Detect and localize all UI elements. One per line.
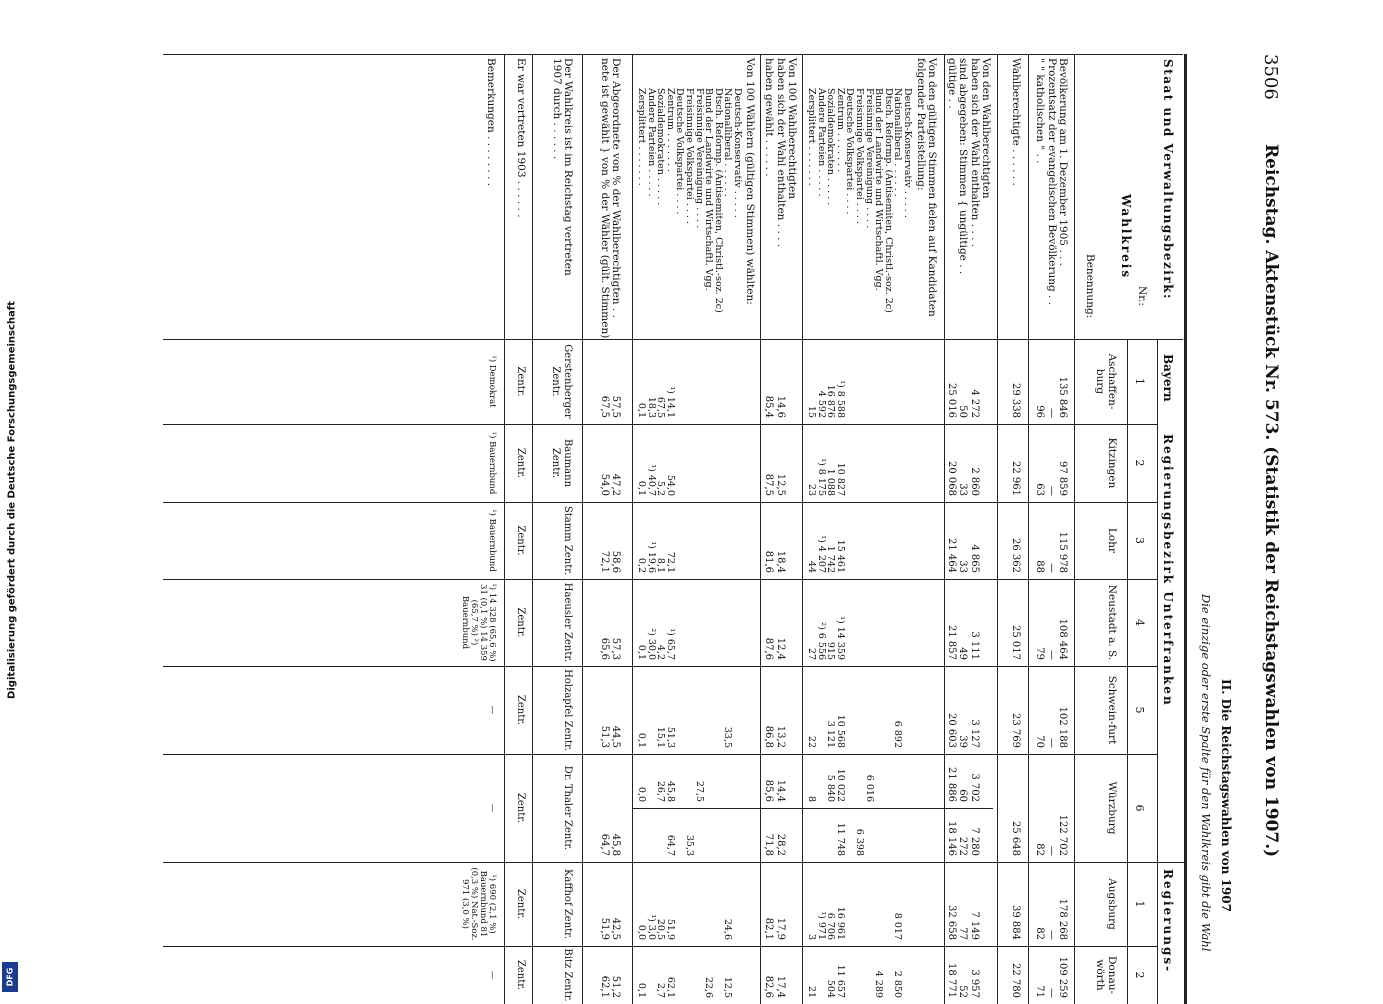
rule-von100 bbox=[760, 54, 761, 1004]
cell-ungueltig: 49 bbox=[957, 647, 969, 660]
state-admin-label: Staat und Verwaltungsbezirk: bbox=[1161, 59, 1175, 300]
cell-enthalten-pct: 12,5 bbox=[774, 473, 786, 496]
regbez-unterfranken-label: Regierungsbezirk Unterfranken bbox=[1161, 434, 1175, 707]
cell-partei: 10 568 bbox=[834, 714, 846, 748]
cell-partei: 1 742 bbox=[825, 545, 837, 573]
cell-pct-partei: 8,1 bbox=[655, 557, 667, 573]
cell-vertreten-1903: Zentr. bbox=[515, 959, 526, 991]
cell-stich-partei: 6 398 bbox=[854, 828, 865, 856]
row-label-partei: Freisinnige Volkspartei . . . . bbox=[854, 88, 865, 225]
cell-ungueltig: 50 bbox=[957, 405, 969, 418]
cell-pct-partei: 0,1 bbox=[636, 982, 647, 998]
cell-partei: 27 bbox=[806, 647, 817, 660]
column-divider bbox=[163, 862, 1158, 863]
cell-ungueltig: 52 bbox=[957, 985, 969, 998]
cell-pct-partei: 51,3 bbox=[664, 726, 676, 748]
cell-enthalten: 7 149 bbox=[968, 911, 980, 940]
page-title: Reichstag. Aktenstück Nr. 573. (Statistik der Reichstagswahlen von 1907.) bbox=[1261, 144, 1281, 858]
cell-gueltig: 21 886 bbox=[945, 767, 957, 802]
row-label-abgegeben: Von den Wahlberechtigten bbox=[980, 58, 992, 199]
cell-abg-wahlberechtigte: 47,2 bbox=[610, 473, 621, 496]
cell-gewaehlt-pct: 86,8 bbox=[763, 725, 775, 748]
cell-gueltig: 21 464 bbox=[945, 538, 957, 573]
cell-enthalten: 2 860 bbox=[968, 467, 980, 496]
column-name: Neustadt a. S. bbox=[1106, 584, 1118, 661]
row-label-pct-partei: Zentrum . . . . . . . bbox=[664, 88, 676, 173]
header-rule-2 bbox=[1127, 339, 1128, 1004]
cell-vertreten-1907: Dr. Thaler Zentr. bbox=[562, 765, 573, 851]
section-title: II. Die Reichstagswahlen von 1907 bbox=[1219, 679, 1233, 912]
cell-pct-partei: 0,0 bbox=[636, 924, 647, 940]
cell-evangelisch: — bbox=[1045, 988, 1057, 998]
cell-ungueltig: 39 bbox=[957, 735, 969, 748]
label-column-divider bbox=[163, 339, 1183, 340]
cell-vertreten-1903: Zentr. bbox=[515, 447, 526, 479]
cell-abg-wahlberechtigte: 58,6 bbox=[610, 550, 621, 573]
dfg-logo: DFG bbox=[2, 962, 18, 992]
cell-partei: ¹) 8 175 bbox=[815, 458, 827, 496]
column-number: 4 bbox=[1133, 619, 1146, 626]
cell-vertreten-1907: Baumann Zentr. bbox=[550, 438, 573, 488]
cell-partei: 6 892 bbox=[892, 720, 904, 748]
column-name: Lohr bbox=[1106, 527, 1118, 554]
cell-pct-partei: 0,1 bbox=[636, 480, 647, 496]
column-number: 1 bbox=[1133, 900, 1146, 908]
cell-pct-partei: 12,5 bbox=[722, 976, 734, 998]
benennung-label: Benennung: bbox=[1084, 254, 1096, 319]
state-label: Bayern bbox=[1161, 354, 1175, 402]
row-label-partei: Zentrum . . . . . . . bbox=[834, 88, 846, 173]
column-number: 2 bbox=[1133, 971, 1146, 979]
cell-enthalten-pct: 18,4 bbox=[774, 550, 786, 573]
cell-partei: ¹) 8 588 bbox=[834, 380, 846, 418]
cell-evangelisch: — bbox=[1045, 930, 1057, 940]
row-label-pct-partei: Sozialdemokraten . . . . . bbox=[655, 88, 667, 206]
cell-abg-waehler: 51,9 bbox=[598, 917, 610, 940]
row-label-pct-partei: Deutsch-Konservativ . . . . . bbox=[732, 88, 743, 218]
wahlkreis-label: Wahlkreis bbox=[1119, 194, 1133, 280]
cell-wahlberechtigte: 25 017 bbox=[1010, 625, 1021, 660]
cell-enthalten-pct: 17,9 bbox=[774, 917, 786, 940]
cell-pct-partei: ¹) 3,0 bbox=[645, 914, 657, 940]
cell-pct-partei: 0,1 bbox=[636, 644, 647, 660]
cell-enthalten: 3 111 bbox=[968, 631, 980, 660]
rule-abgeordnete bbox=[582, 54, 583, 1004]
cell-partei: ¹) 14 359 bbox=[834, 616, 846, 660]
cell-enthalten: 4 272 bbox=[968, 389, 980, 418]
row-label-pct-partei: Freisinnige Volkspartei . . . . bbox=[684, 88, 695, 225]
column-name: Aschaffen-burg bbox=[1094, 353, 1118, 410]
cell-gueltig: 21 857 bbox=[945, 625, 957, 660]
cell-katholisch: 71 bbox=[1034, 985, 1046, 998]
cell-enthalten: 3 702 bbox=[968, 773, 980, 802]
cell-pct-partei: 20,5 bbox=[655, 918, 667, 940]
column-name: Augsburg bbox=[1106, 878, 1118, 930]
cell-bemerkung: — bbox=[487, 705, 497, 715]
row-label-pct-partei: Dtsch. Reformp. (Antisemiten, Christl.-soz. 2c) bbox=[712, 88, 724, 313]
cell-enthalten-pct: 14,6 bbox=[774, 395, 786, 418]
cell-gueltig: 18 771 bbox=[945, 963, 957, 998]
cell-abg-waehler: 54,0 bbox=[598, 473, 610, 496]
cell-gewaehlt-pct: 82,6 bbox=[763, 975, 775, 998]
cell-partei: 21 bbox=[806, 985, 817, 998]
cell-vertreten-1907: Kaffhof Zentr. bbox=[562, 868, 573, 940]
cell-bemerkung: ¹) Demokrat bbox=[487, 355, 497, 408]
row-label-abgegeben: haben sich der Wahl enthalten . . . . bbox=[968, 58, 981, 248]
cell-partei: 5 840 bbox=[825, 774, 837, 802]
column-name: Donau-wörth bbox=[1094, 955, 1118, 995]
row-label-parteien-head: folgender Parteistellung: bbox=[914, 58, 927, 191]
cell-partei: 504 bbox=[825, 979, 837, 998]
cell-katholisch: 96 bbox=[1034, 405, 1046, 418]
row-label-pct-partei: Andere Parteien . . . . . bbox=[645, 88, 657, 197]
cell-gewaehlt-pct: 82,1 bbox=[763, 917, 775, 940]
cell-abg-waehler: 51,3 bbox=[598, 725, 610, 748]
cell-pct-partei: 2,7 bbox=[655, 982, 667, 998]
cell-partei: 4 289 bbox=[873, 970, 885, 998]
rule-vertreten-1903 bbox=[504, 54, 505, 1004]
cell-gueltig: 20 068 bbox=[945, 461, 957, 496]
cell-enthalten-pct: 12,4 bbox=[774, 637, 786, 660]
rule-wahlberechtigte bbox=[997, 54, 998, 1004]
cell-bevoelkerung: 178 268 bbox=[1057, 898, 1068, 940]
cell-pct-partei: 62,1 bbox=[664, 976, 676, 998]
column-divider bbox=[163, 666, 1158, 667]
cell-pct-partei: 18,3 bbox=[645, 396, 657, 418]
cell-vertreten-1903: Zentr. bbox=[515, 888, 526, 920]
row-label-partei: Deutsche Volkspartei . . . . bbox=[844, 88, 856, 215]
rule-pct bbox=[632, 54, 633, 1004]
row-label-partei: Bund der Landwirte und Wirtschaftl. Vgg. bbox=[873, 88, 885, 291]
row-label-partei: Sozialdemokraten . . . . . bbox=[825, 88, 837, 206]
column-number: 6 bbox=[1133, 804, 1146, 812]
cell-evangelisch: — bbox=[1045, 650, 1057, 660]
cell-stich-enthalten: 7 280 bbox=[968, 827, 980, 856]
cell-vertreten-1903: Zentr. bbox=[515, 525, 526, 556]
cell-partei: 3 bbox=[806, 933, 817, 940]
cell-gewaehlt-pct: 81,6 bbox=[763, 550, 775, 573]
cell-vertreten-1903: Zentr. bbox=[515, 607, 526, 638]
cell-ungueltig: 33 bbox=[957, 483, 969, 496]
side-credit bbox=[0, 0, 24, 1000]
row-label-partei: Nationalliberal . . . . . . bbox=[892, 88, 904, 197]
row-label-partei: Deutsch-Konservativ . . . . . bbox=[902, 88, 913, 218]
cell-abg-waehler: 65,6 bbox=[598, 637, 610, 660]
cell-katholisch: 79 bbox=[1034, 647, 1046, 660]
cell-enthalten-pct: 14,4 bbox=[774, 779, 786, 802]
cell-partei: ¹) 971 bbox=[815, 911, 827, 940]
row-label-abgegeben: gültige . . bbox=[945, 58, 958, 109]
column-number: 1 bbox=[1133, 378, 1146, 385]
cell-partei: 6 706 bbox=[825, 912, 837, 940]
column-divider bbox=[163, 502, 1158, 503]
row-label-pct-partei: Bund der Landwirte und Wirtschaftl. Vgg. bbox=[703, 88, 715, 291]
cell-wahlberechtigte: 22 780 bbox=[1010, 963, 1021, 998]
row-label-vertreten-1907: 1907 durch . . . . . . bbox=[550, 58, 563, 160]
cell-ungueltig: 60 bbox=[957, 789, 969, 802]
row-label-parteien-head: Von den gültigen Stimmen fielen auf Kandidaten bbox=[926, 58, 938, 317]
cell-bemerkung: ¹) 14 328 (65,6 %) 31 (0,1 %) 14 359 (65,7 %) ²) Bauernbund bbox=[460, 583, 497, 662]
cell-pct-partei: 0,0 bbox=[636, 786, 647, 802]
column-divider bbox=[163, 424, 1158, 425]
cell-partei: 23 bbox=[806, 483, 817, 496]
row-label-vertreten-1907: Der Wahlkreis ist im Reichstag vertreten bbox=[562, 58, 574, 276]
cell-vertreten-1907: Holzapfel Zentr. bbox=[562, 669, 573, 751]
cell-ungueltig: 33 bbox=[957, 560, 969, 573]
cell-abg-wahlberechtigte: 45,8 bbox=[610, 833, 621, 856]
cell-ungueltig: 77 bbox=[957, 927, 969, 940]
cell-katholisch: 70 bbox=[1034, 735, 1046, 748]
cell-gueltig: 20 603 bbox=[945, 713, 957, 748]
cell-gewaehlt-pct: 85,6 bbox=[763, 779, 775, 802]
cell-pct-partei: 4,2 bbox=[655, 644, 667, 660]
cell-evangelisch: — bbox=[1045, 846, 1057, 856]
cell-bevoelkerung: 97 859 bbox=[1057, 461, 1068, 496]
cell-katholisch: 82 bbox=[1034, 927, 1046, 940]
cell-katholisch: 82 bbox=[1034, 843, 1046, 856]
cell-stich-pct-partei: 35,3 bbox=[684, 834, 695, 856]
row-label-von100: Von 100 Wahlberechtigten bbox=[786, 58, 798, 199]
cell-vertreten-1907: Gerstenberger Zentr. bbox=[550, 344, 573, 419]
credit-text: Digitalisierung gefördert durch die Deutsche Forschungsgemeinschaft bbox=[6, 301, 18, 699]
row-label-partei: Dtsch. Reformp. (Antisemiten, Christl.-soz. 2c) bbox=[882, 88, 894, 313]
cell-evangelisch: — bbox=[1045, 486, 1057, 496]
cell-pct-partei: 45,8 bbox=[664, 780, 676, 802]
row-label-pct-head: Von 100 Wählern (gültigen Stimmen) wählten: bbox=[744, 58, 756, 305]
cell-bevoelkerung: 108 464 bbox=[1057, 618, 1068, 660]
cell-partei: 10 022 bbox=[834, 768, 846, 802]
cell-wahlberechtigte: 22 961 bbox=[1010, 461, 1021, 496]
cell-wahlberechtigte: 39 884 bbox=[1010, 905, 1021, 940]
cell-wahlberechtigte: 26 362 bbox=[1010, 538, 1021, 573]
cell-wahlberechtigte: 25 648 bbox=[1010, 821, 1021, 856]
row-label-pct-partei: Nationalliberal . . . . . . bbox=[722, 88, 734, 197]
column-divider bbox=[163, 754, 1158, 755]
row-label-bevoelkerung: " " katholischen " . . bbox=[1034, 58, 1047, 164]
cell-abg-waehler: 64,7 bbox=[598, 833, 610, 856]
cell-gewaehlt-pct: 87,5 bbox=[763, 473, 775, 496]
rotated-page bbox=[153, 54, 1283, 1004]
cell-abg-waehler: 62,1 bbox=[598, 975, 610, 998]
column-number: 2 bbox=[1133, 459, 1146, 467]
cell-partei: 6 016 bbox=[863, 774, 875, 802]
rule-vertreten-1907 bbox=[532, 54, 533, 1004]
cell-partei: 16 961 bbox=[834, 906, 846, 940]
cell-partei: 22 bbox=[806, 735, 817, 748]
cell-enthalten-pct: 13,2 bbox=[774, 725, 786, 748]
cell-bevoelkerung: 102 188 bbox=[1057, 706, 1068, 748]
cell-katholisch: 63 bbox=[1034, 483, 1046, 496]
cell-enthalten: 3 957 bbox=[968, 969, 980, 998]
cell-partei: 8 bbox=[806, 795, 817, 802]
cell-pct-partei: 24,6 bbox=[722, 918, 734, 940]
row-label-abgeordnete: Der Abgeordnete von % der Wahlberechtigten . . bbox=[610, 58, 622, 318]
cell-partei: 16 876 bbox=[825, 384, 837, 418]
cell-gueltig: 32 658 bbox=[945, 905, 957, 940]
cell-gewaehlt-pct: 85,4 bbox=[763, 395, 775, 418]
cell-partei: 11 657 bbox=[834, 964, 846, 998]
cell-enthalten: 3 127 bbox=[968, 719, 980, 748]
row-label-von100: haben sich der Wahl enthalten . . . . bbox=[774, 58, 787, 248]
cell-vertreten-1903: Zentr. bbox=[515, 694, 526, 726]
cell-pct-partei: 26,7 bbox=[655, 780, 667, 802]
subtitle: Die einzige oder erste Spalte für den Wahlkreis gibt die Wahl bbox=[1199, 594, 1213, 952]
cell-gewaehlt-pct: 87,6 bbox=[763, 637, 775, 660]
cell-evangelisch: — bbox=[1045, 408, 1057, 418]
row-label-partei: Freisinnige Vereinigung . . . . bbox=[863, 88, 875, 229]
cell-evangelisch: — bbox=[1045, 563, 1057, 573]
cell-pct-partei: 27,5 bbox=[693, 780, 705, 802]
regbez-divider bbox=[1157, 862, 1187, 863]
row-label-wahlberechtigte: Wahlberechtigte . . . . . . bbox=[1010, 58, 1022, 186]
row-label-abgegeben: sind abgegeben: Stimmen { ungültige . . bbox=[957, 58, 970, 275]
cell-bemerkung: — bbox=[487, 803, 497, 813]
cell-wahlberechtigte: 23 769 bbox=[1010, 713, 1021, 748]
cell-pct-partei: 0,1 bbox=[636, 402, 647, 418]
cell-enthalten: 4 865 bbox=[968, 544, 980, 573]
column-name: Kitzingen bbox=[1106, 437, 1118, 489]
cell-partei: 915 bbox=[825, 641, 837, 660]
row-label-bevoelkerung: Prozentsatz der evangelischen Bevölkerung . . bbox=[1045, 58, 1058, 306]
row-label-pct-partei: Deutsche Volkspartei . . . . bbox=[674, 88, 686, 215]
row-label-pct-partei: Zersplittert . . . . . . . bbox=[636, 88, 647, 186]
cell-bemerkung: ¹) Bauernbund bbox=[487, 509, 497, 572]
cell-pct-partei: 54,0 bbox=[664, 474, 676, 496]
column-name: Würzburg bbox=[1106, 781, 1118, 835]
cell-evangelisch: — bbox=[1045, 738, 1057, 748]
cell-partei: 15 461 bbox=[834, 539, 846, 573]
cell-abg-wahlberechtigte: 57,5 bbox=[610, 395, 621, 418]
cell-vertreten-1903: Zentr. bbox=[515, 366, 526, 397]
cell-pct-partei: ²) 30,0 bbox=[645, 628, 657, 660]
cell-partei: 10 827 bbox=[834, 462, 846, 496]
cell-stich-pct-partei: 64,7 bbox=[664, 834, 676, 856]
row-label-bemerkungen: Bemerkungen . . . . . . . . bbox=[485, 58, 497, 187]
cell-abg-wahlberechtigte: 51,2 bbox=[610, 975, 621, 998]
cell-bemerkung: ¹) 690 (2,1 %) Bauernbund 81 (0,3 %) Nat.-Soz. 971 (3,0 %) bbox=[460, 867, 497, 941]
cell-wahlberechtigte: 29 338 bbox=[1010, 383, 1021, 418]
cell-pct-partei: 72,1 bbox=[664, 551, 676, 573]
cell-partei: 4 592 bbox=[815, 390, 827, 418]
column-divider bbox=[163, 579, 1158, 580]
cell-partei: ²) 6 556 bbox=[815, 622, 827, 660]
cell-partei: 3 121 bbox=[825, 720, 837, 748]
cell-stich-ungueltig: 272 bbox=[957, 836, 969, 856]
row-label-abgeordnete: nete ist gewählt } von % der Wähler (gült. Stimmen) bbox=[598, 58, 611, 339]
cell-vertreten-1903: Zentr. bbox=[515, 792, 526, 824]
cell-pct-partei: ¹) 19,6 bbox=[645, 541, 657, 573]
nr-label: Nr.: bbox=[1136, 286, 1148, 306]
cell-bemerkung: ¹) Bauernbund bbox=[487, 431, 497, 495]
cell-bevoelkerung: 109 259 bbox=[1057, 956, 1068, 998]
cell-pct-partei: 22,6 bbox=[703, 976, 715, 998]
row-label-vertreten-1903: Er war vertreten 1903 . . . . . . bbox=[515, 58, 527, 218]
column-number: 3 bbox=[1133, 537, 1146, 544]
cell-bevoelkerung: 115 978 bbox=[1057, 531, 1068, 573]
header-rule-1 bbox=[1157, 339, 1158, 1004]
cell-pct-partei: 67,5 bbox=[655, 396, 667, 418]
cell-stich-gueltig: 18 146 bbox=[945, 821, 957, 856]
row-label-bevoelkerung: Bevölkerung am 1. Dezember 1905 . . . bbox=[1057, 58, 1069, 267]
row-label-partei: Andere Parteien . . . . . bbox=[815, 88, 827, 197]
row-label-partei: Zersplittert . . . . . . . bbox=[806, 88, 817, 186]
cell-stich-partei: 11 748 bbox=[834, 822, 846, 856]
cell-enthalten-pct: 17,4 bbox=[774, 975, 786, 998]
cell-partei: 2 850 bbox=[892, 970, 904, 998]
row-label-von100: haben gewählt . . . . . . bbox=[763, 58, 776, 177]
cell-pct-partei: ¹) 40,7 bbox=[645, 464, 657, 496]
cell-pct-partei: ¹) 14,1 bbox=[664, 386, 676, 418]
cell-pct-partei: 15,1 bbox=[655, 726, 667, 748]
cell-abg-wahlberechtigte: 44,5 bbox=[610, 725, 621, 748]
cell-vertreten-1907: Bitz Zentr. bbox=[562, 948, 573, 1002]
cell-partei: 44 bbox=[806, 560, 817, 573]
stichwahl-divider bbox=[633, 808, 993, 809]
cell-pct-partei: ¹) 65,7 bbox=[664, 628, 676, 660]
cell-abg-waehler: 72,1 bbox=[598, 550, 610, 573]
cell-bevoelkerung: 135 846 bbox=[1057, 376, 1068, 418]
cell-pct-partei: 51,9 bbox=[664, 918, 676, 940]
row-label-pct-partei: Freisinnige Vereinigung . . . . bbox=[693, 88, 705, 229]
cell-partei: ¹) 4 207 bbox=[815, 535, 827, 573]
column-name: Schwein-furt bbox=[1106, 675, 1118, 745]
cell-abg-wahlberechtigte: 42,5 bbox=[610, 917, 621, 940]
column-divider bbox=[163, 946, 1158, 947]
cell-pct-partei: 5,2 bbox=[655, 480, 667, 496]
cell-katholisch: 88 bbox=[1034, 560, 1046, 573]
cell-bevoelkerung: 122 702 bbox=[1057, 814, 1068, 856]
column-number: 5 bbox=[1133, 706, 1146, 714]
cell-pct-partei: 0,2 bbox=[636, 557, 647, 573]
cell-pct-partei: 0,1 bbox=[636, 732, 647, 748]
cell-partei: 15 bbox=[806, 405, 817, 418]
cell-bemerkung: — bbox=[487, 970, 497, 980]
rule-parteien bbox=[802, 54, 803, 1004]
cell-stich-gewaehlt-pct: 71,8 bbox=[763, 833, 775, 856]
regbez-2-label: Regierungs- bbox=[1161, 869, 1175, 974]
cell-stich-enthalten-pct: 28,2 bbox=[774, 833, 786, 856]
cell-partei: 8 017 bbox=[892, 912, 904, 940]
cell-pct-partei: 33,5 bbox=[722, 726, 734, 748]
rule-bevoelkerung bbox=[1028, 54, 1029, 1004]
cell-abg-waehler: 67,5 bbox=[598, 395, 610, 418]
cell-abg-wahlberechtigte: 57,3 bbox=[610, 637, 621, 660]
cell-vertreten-1907: Haeusler Zentr. bbox=[562, 582, 573, 663]
page-number: 3506 bbox=[1260, 54, 1281, 100]
cell-partei: 1 088 bbox=[825, 468, 837, 496]
cell-gueltig: 25 016 bbox=[945, 383, 957, 418]
table-left-edge bbox=[163, 54, 1183, 55]
cell-vertreten-1907: Stamm Zentr. bbox=[562, 505, 573, 576]
